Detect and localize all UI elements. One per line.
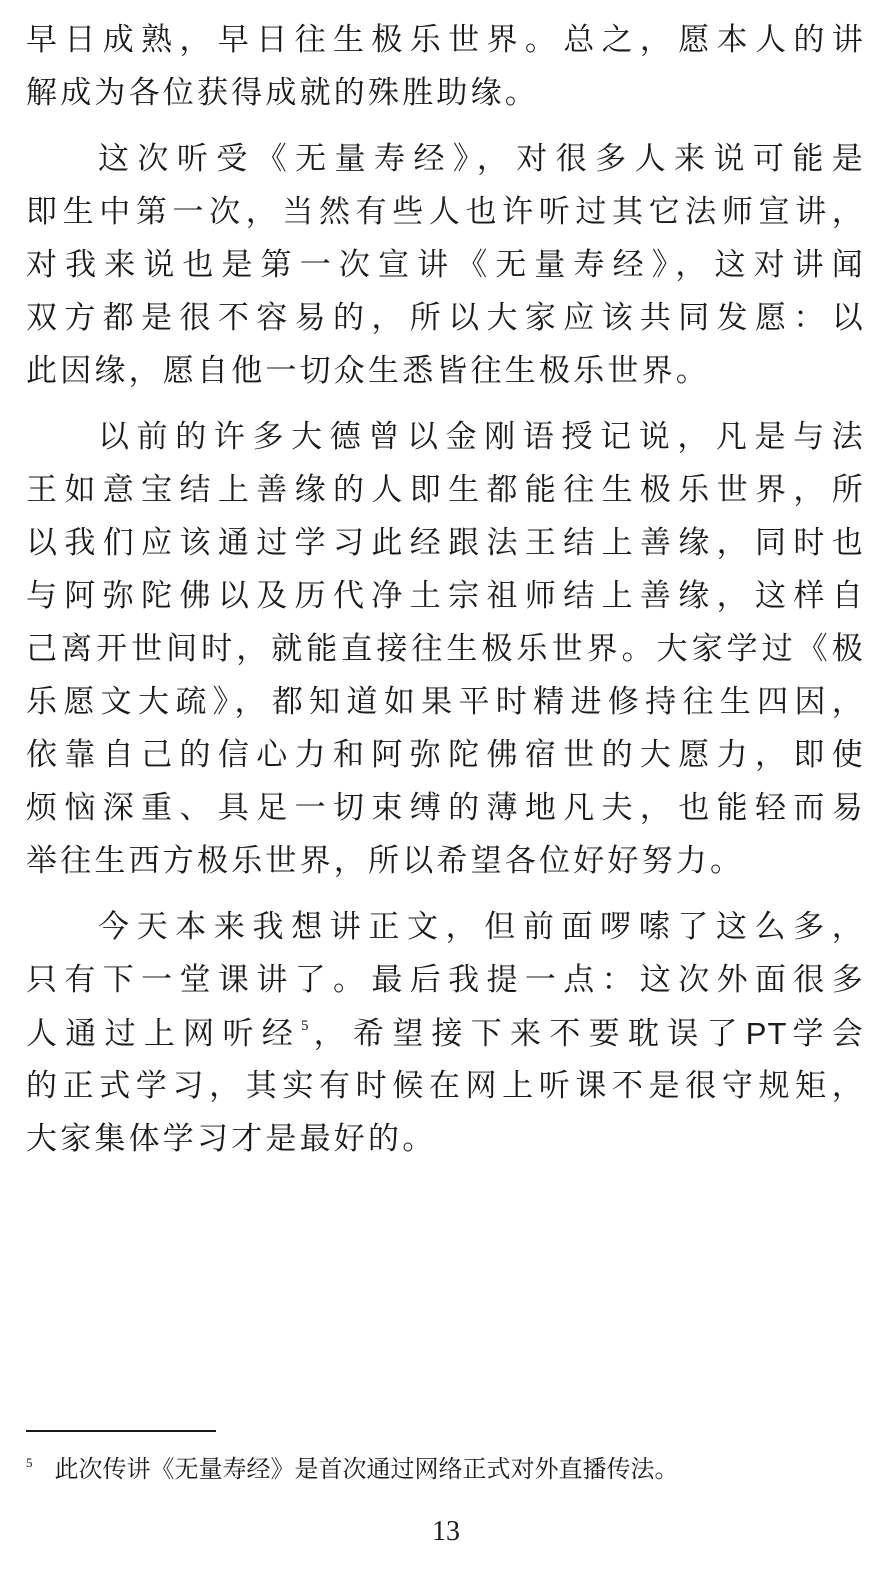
pt-text: PT	[745, 1016, 788, 1051]
text-line: 烦恼深重、具足一切束缚的薄地凡夫，也能轻而易	[26, 790, 866, 826]
footnote-divider	[26, 1430, 216, 1432]
paragraph-3	[26, 411, 866, 888]
footnote-text: 此次传讲《无量寿经》是首次通过网络正式对外直播传法。	[54, 1455, 679, 1483]
page-body	[26, 14, 866, 1179]
text-line: 解成为各位获得成就的殊胜助缘。	[26, 75, 539, 111]
text-line: 双方都是很不容易的，所以大家应该共同发愿：以	[26, 300, 866, 336]
text-line-with-footnote	[26, 1007, 866, 1060]
text-line: 的正式学习，其实有时候在网上听课不是很守规矩，	[26, 1068, 866, 1104]
paragraph-2	[26, 133, 866, 398]
footnote-reference: 5	[301, 1018, 309, 1034]
text-line: 乐愿文大疏》，都知道如果平时精进修持往生四因，	[26, 684, 866, 720]
text-segment: ，希望接下来不要耽误了	[308, 1016, 746, 1052]
text-segment: 学会	[787, 1016, 866, 1052]
text-line: 此因缘，愿自他一切众生悉皆往生极乐世界。	[26, 353, 710, 389]
text-line: 这次听受《无量寿经》，对很多人来说可能是	[98, 141, 866, 177]
paragraph-4	[26, 901, 866, 1166]
text-line: 王如意宝结上善缘的人即生都能往生极乐世界，所	[26, 472, 866, 508]
text-line: 以我们应该通过学习此经跟法王结上善缘，同时也	[26, 525, 866, 561]
text-line: 举往生西方极乐世界，所以希望各位好好努力。	[26, 843, 745, 879]
text-segment: 人通过上网听经	[26, 1016, 302, 1052]
footnote-number: 5	[26, 1455, 33, 1470]
text-line: 与阿弥陀佛以及历代净土宗祖师结上善缘，这样自	[26, 578, 866, 614]
paragraph-1	[26, 14, 866, 120]
text-line: 早日成熟，早日往生极乐世界。总之，愿本人的讲	[26, 22, 866, 58]
text-line: 只有下一堂课讲了。最后我提一点：这次外面很多	[26, 962, 866, 998]
text-line: 今天本来我想讲正文，但前面啰嗦了这么多，	[98, 909, 866, 945]
page-number: 13	[432, 1516, 460, 1547]
text-line: 依靠自己的信心力和阿弥陀佛宿世的大愿力，即使	[26, 737, 866, 773]
text-line: 对我来说也是第一次宣讲《无量寿经》，这对讲闻	[26, 247, 866, 283]
footnote	[26, 1447, 866, 1485]
text-line: 己离开世间时，就能直接往生极乐世界。大家学过《极	[26, 631, 866, 667]
text-line: 大家集体学习才是最好的。	[26, 1121, 437, 1157]
text-line: 即生中第一次，当然有些人也许听过其它法师宣讲，	[26, 194, 866, 230]
text-line: 以前的许多大德曾以金刚语授记说，凡是与法	[98, 419, 866, 455]
